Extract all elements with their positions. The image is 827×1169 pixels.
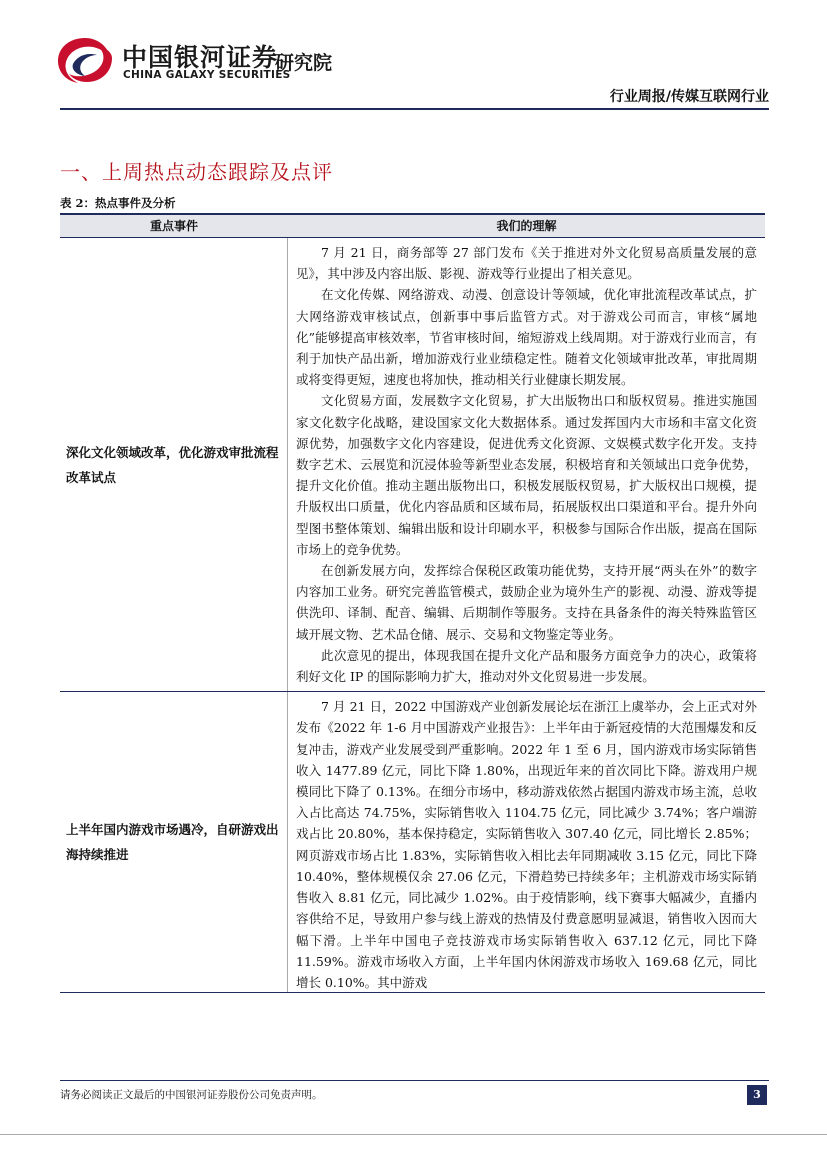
table-header-event: 重点事件 (149, 219, 198, 233)
hot-events-table (60, 213, 765, 993)
header-divider (60, 108, 769, 110)
event-cell: 深化文化领域改革，优化游戏审批流程改革试点 (60, 238, 288, 691)
section-title: 一、上周热点动态跟踪及点评 (60, 160, 333, 184)
table-header-analysis: 我们的理解 (496, 219, 557, 233)
page-number: 3 (747, 1085, 767, 1105)
table-caption: 表 2：热点事件及分析 (60, 196, 176, 210)
analysis-paragraph: 7 月 21 日，商务部等 27 部门发布《关于推进对外文化贸易高质量发展的意见》，其中涉及内容出版、影视、游戏等行业提出了相关意见。 (296, 245, 757, 282)
page-header (0, 0, 827, 110)
report-type: 行业周报/传媒互联网行业 (609, 89, 769, 105)
footer-divider (60, 1080, 769, 1081)
analysis-paragraph: 此次意见的提出，体现我国在提升文化产品和服务方面竞争力的决心，政策将利好文化 IP 的国际影响力扩大，推动对外文化贸易进一步发展。 (296, 647, 757, 685)
institute-label: 研究院 (275, 52, 333, 74)
brand-name-en: CHINA GALAXY SECURITIES (123, 69, 291, 81)
disclaimer-text: 请务必阅读正文最后的中国银河证券股份公司免责声明。 (60, 1089, 323, 1101)
bottom-divider (0, 1134, 827, 1135)
table-header-row (60, 215, 765, 237)
analysis-paragraph: 在创新发展方向，发挥综合保税区政策功能优势，支持开展“两头在外”的数字内容加工业务。研究完善监管模式，鼓励企业为境外生产的影视、动漫、游戏等提供洗印、译制、配音、编辑、后期制作等服务。支持在具备条件的海关特殊监管区域开展文物、艺术品仓储、展示、交易和文物鉴定等业务。 (296, 563, 757, 642)
table-row (60, 691, 765, 993)
table-row (60, 237, 765, 691)
event-cell: 上半年国内游戏市场遇冷，自研游戏出海持续推进 (60, 692, 288, 992)
analysis-cell (288, 692, 765, 992)
galaxy-logo-icon (55, 34, 115, 86)
analysis-paragraph: 7 月 21 日，2022 中国游戏产业创新发展论坛在浙江上虞举办，会上正式对外发布《2022 年 1-6 月中国游戏产业报告》：上半年由于新冠疫情的大范围爆发和反复冲击，游戏产业发展受到严重影响。2022 年 1 至 6 月，国内游戏市场实际销售收入 1477.89 亿元，同比下降 1.80%，出现近年来的首次同比下降。游戏用户规模同比下降了 0.13%。在细分市场中，移动游戏依然占据国内游戏市场主流，总收入占比高达 74.75%，实际销售收入 1104.75 亿元，同比减少 3.74%；客户端游戏占比 20.80%，基本保持稳定，实际销售收入 307.40 亿元，同比增长 2.85%；网页游戏市场占比 1.83%，实际销售收入相比去年同期减收 3.15 亿元，同比下降 10.40%，整体规模仅余 27.06 亿元，下滑趋势已持续多年；主机游戏市场实际销售收入 8.81 亿元，同比减少 1.02%。由于疫情影响，线下赛事大幅减少，直播内容供给不足，导致用户参与线上游戏的热情及付费意愿明显减退，销售收入因而大幅下滑。上半年中国电子竞技游戏市场实际销售收入 637.12 亿元，同比下降 11.59%。游戏市场收入方面，上半年国内休闲游戏市场收入 169.68 亿元，同比增长 0.10%。其中游戏 (296, 699, 757, 990)
analysis-cell (288, 238, 765, 691)
analysis-paragraph: 文化贸易方面，发展数字文化贸易，扩大出版物出口和版权贸易。推进实施国家文化数字化战略，建设国家文化大数据体系。通过发挥国内大市场和丰富文化资源优势，加强数字文化内容建设，促进优秀文化资源、文娱模式数字化开发。支持数字艺术、云展览和沉浸体验等新型业态发展，积极培育和关领域出口竞争优势，提升文化价值。推动主题出版物出口，积极发展版权贸易，扩大版权出口规模，提升版权出口质量，优化内容品质和区域布局，拓展版权出口渠道和平台。提升外向型图书整体策划、编辑出版和设计印刷水平，积极参与国际合作出版，提高在国际市场上的竞争优势。 (296, 393, 757, 557)
analysis-paragraph: 在文化传媒、网络游戏、动漫、创意设计等领域，优化审批流程改革试点，扩大网络游戏审核试点，创新事中事后监管方式。对于游戏公司而言，审核“属地化”能够提高审核效率，节省审核时间，缩短游戏上线周期。对于游戏行业而言，有利于加快产品出新，增加游戏行业业绩稳定性。随着文化领域审批改革，审批周期或将变得更短，速度也将加快，推动相关行业健康长期发展。 (296, 287, 757, 388)
brand-name-cn: 中国银河证券 (122, 43, 279, 72)
